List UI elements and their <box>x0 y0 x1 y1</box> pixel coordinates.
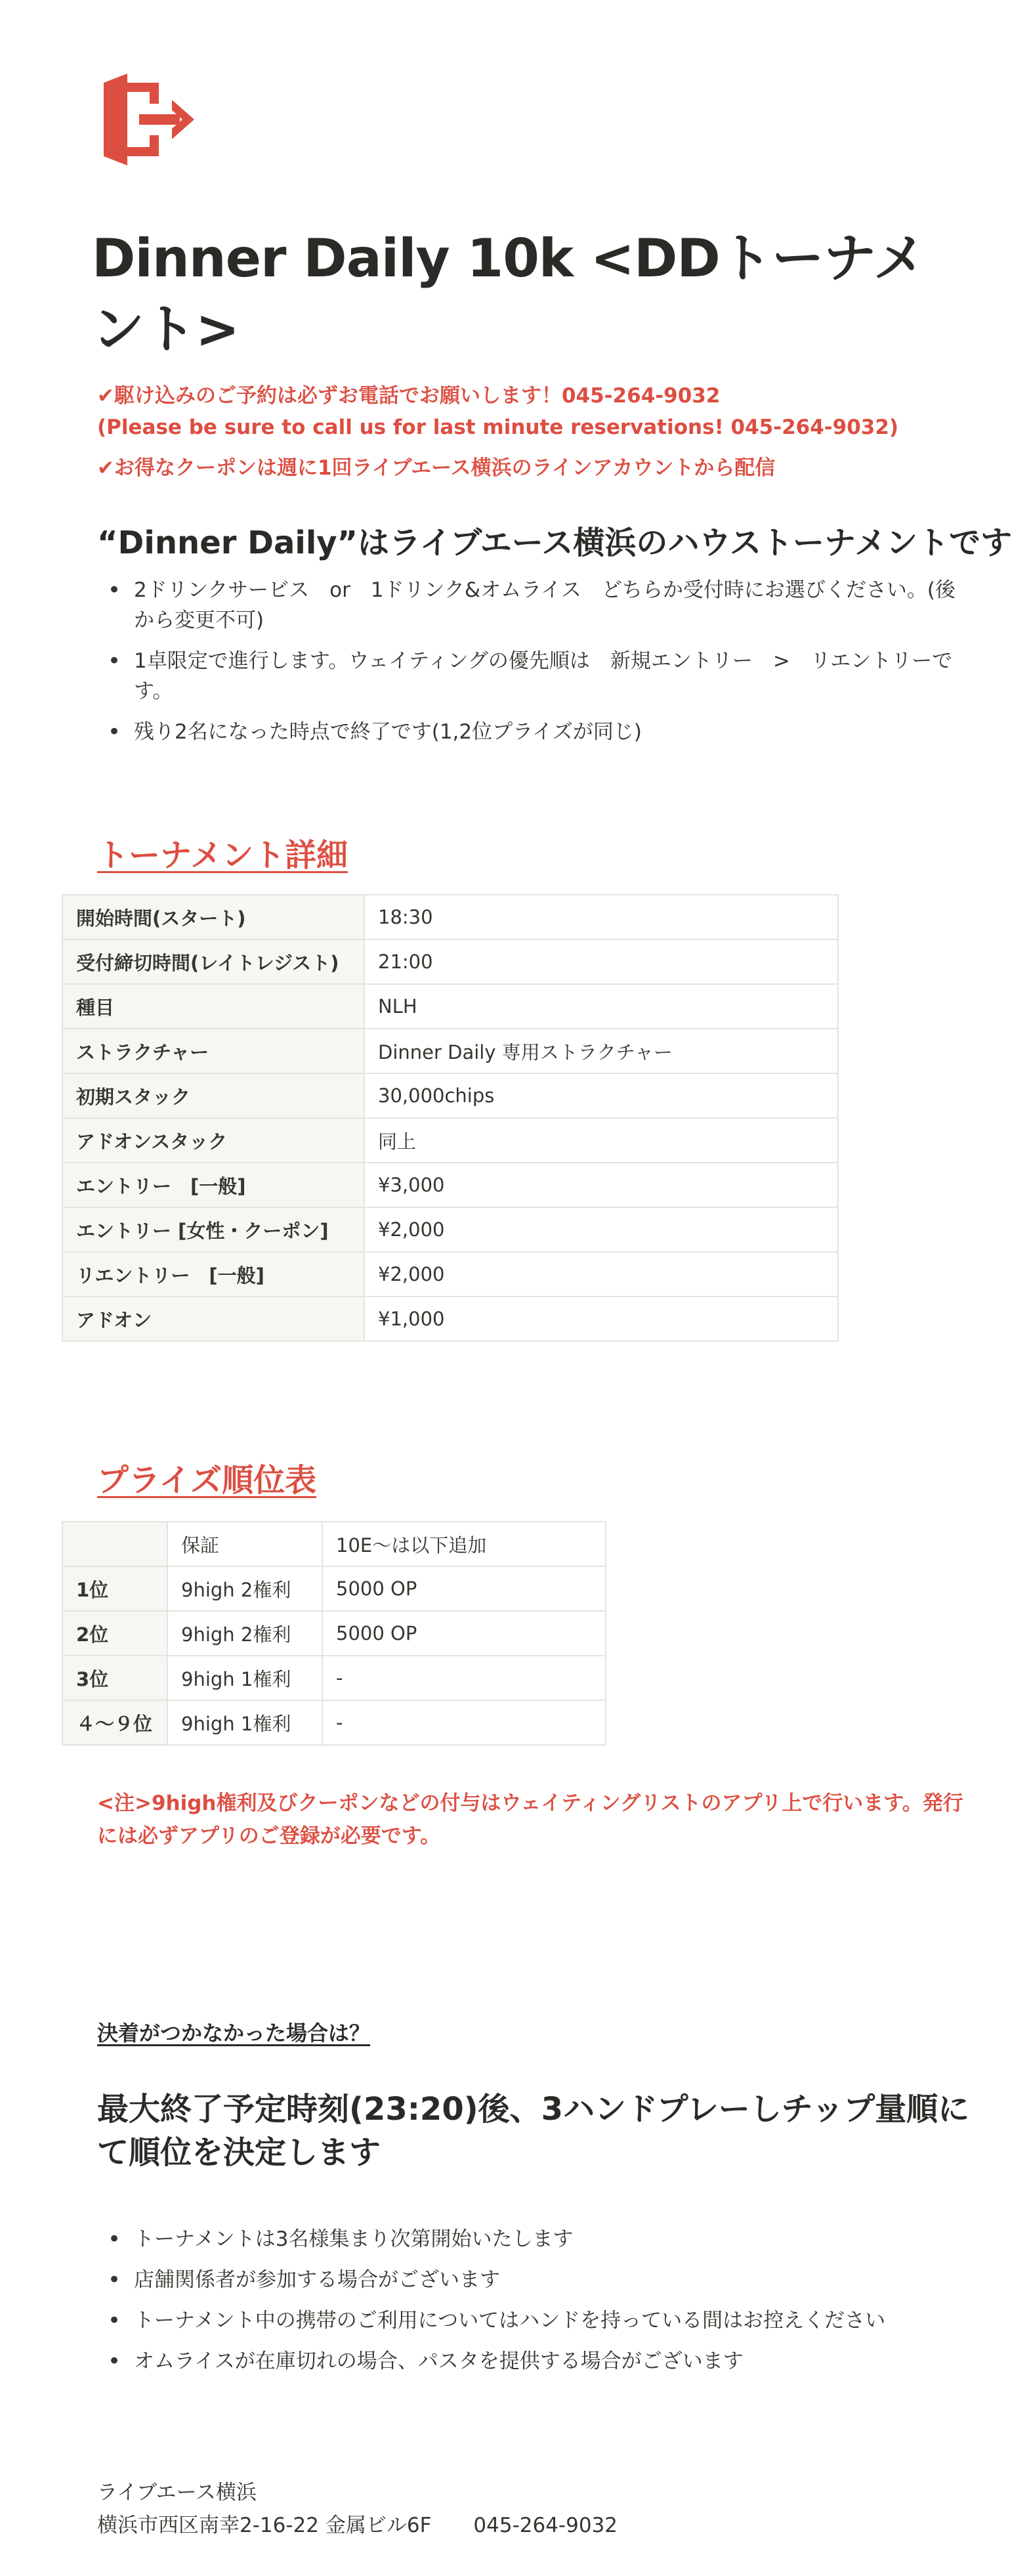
store-name: ライブエース横浜 <box>97 2481 257 2504</box>
prize-rank-header <box>62 1522 167 1566</box>
undecided-heading: 決着がつかなかった場合は？ <box>97 2021 371 2046</box>
table-row <box>62 1073 838 1118</box>
page-title: Dinner Daily 10k <DDトーナメント> <box>92 228 925 360</box>
prize-guarantee-header: 保証 <box>167 1522 322 1566</box>
detail-key: 種目 <box>62 984 364 1029</box>
table-row <box>62 1252 838 1297</box>
detail-key: アドオン <box>62 1297 364 1341</box>
table-row <box>62 984 838 1029</box>
table-row <box>62 1029 838 1073</box>
list-item: • 店舗関係者が参加する場合がございます <box>97 2265 970 2295</box>
house-bullet-list <box>97 575 970 758</box>
list-item: • オムライスが在庫切れの場合、パスタを提供する場合がございます <box>97 2346 970 2376</box>
detail-key: アドオンスタック <box>62 1118 364 1163</box>
prize-guarantee: 9high 2権利 <box>167 1611 322 1656</box>
list-item: • 2ドリンクサービス or 1ドリンク&オムライス どちらか受付時にお選びください。(後から変更不可) <box>97 575 970 635</box>
prize-extra: 5000 OP <box>322 1611 606 1656</box>
undecided-rule-text: 最大終了予定時刻(23:20)後、3ハンドプレーしチップ量順にて順位を決定します <box>97 2091 970 2171</box>
detail-value: ¥2,000 <box>364 1252 838 1297</box>
prize-ranking-heading: プライズ順位表 <box>97 1462 317 1499</box>
reservation-notice: ✔駆け込みのご予約は必ずお電話でお願いします！045-264-9032 <box>97 384 721 408</box>
prize-ranking-table <box>62 1521 606 1746</box>
store-phone: 045-264-9032 <box>473 2514 618 2537</box>
prize-guarantee: 9high 1権利 <box>167 1700 322 1745</box>
house-tournament-heading: “Dinner Daily”はライブエース横浜のハウストーナメントです <box>97 525 1013 561</box>
list-item: • トーナメントは3名様集まり次第開始いたします <box>97 2224 970 2254</box>
prize-guarantee: 9high 1権利 <box>167 1656 322 1700</box>
detail-value: ¥1,000 <box>364 1297 838 1341</box>
coupon-notice: ✔お得なクーポンは週に1回ライブエース横浜のラインアカウントから配信 <box>97 456 776 480</box>
prize-rank: 2位 <box>62 1611 167 1656</box>
table-row <box>62 1163 838 1207</box>
list-item: • トーナメント中の携帯のご利用についてはハンドを持っている間はお控えください <box>97 2306 970 2336</box>
detail-value: 同上 <box>364 1118 838 1163</box>
detail-value: 18:30 <box>364 895 838 939</box>
list-item: • 残り2名になった時点で終了です(1,2位プライズが同じ) <box>97 717 970 747</box>
tournament-details-heading: トーナメント詳細 <box>97 837 348 874</box>
prize-rank: 1位 <box>62 1566 167 1611</box>
detail-key: 受付締切時間(レイトレジスト) <box>62 939 364 984</box>
detail-key: 開始時間(スタート) <box>62 895 364 939</box>
prize-extra: 5000 OP <box>322 1566 606 1611</box>
table-row <box>62 1566 606 1611</box>
prize-extra: - <box>322 1656 606 1700</box>
prize-rank: 3位 <box>62 1656 167 1700</box>
store-address: 横浜市西区南幸2-16-22 金属ビル6F <box>97 2514 432 2537</box>
tournament-details-table <box>62 894 839 1342</box>
detail-value: ¥3,000 <box>364 1163 838 1207</box>
prize-note: <注>9high権利及びクーポンなどの付与はウェイティングリストのアプリ上で行います。発行には必ずアプリのご登録が必要です。 <box>97 1792 963 1848</box>
table-header-row <box>62 1522 606 1566</box>
prize-rank: ４～９位 <box>62 1700 167 1745</box>
prize-guarantee: 9high 2権利 <box>167 1566 322 1611</box>
prize-extra-header: 10E～は以下追加 <box>322 1522 606 1566</box>
table-row <box>62 895 838 939</box>
exit-door-arrow-icon <box>98 74 203 165</box>
table-row <box>62 1611 606 1656</box>
rules-bullet-list <box>97 2224 970 2387</box>
detail-key: リエントリー [一般] <box>62 1252 364 1297</box>
table-row <box>62 1297 838 1341</box>
list-item: • 1卓限定で進行します。ウェイティングの優先順は 新規エントリー > リエントリーです。 <box>97 646 970 706</box>
store-footer <box>97 2476 618 2542</box>
detail-value: 21:00 <box>364 939 838 984</box>
detail-value: ¥2,000 <box>364 1207 838 1252</box>
detail-key: 初期スタック <box>62 1073 364 1118</box>
detail-key: エントリー [女性・クーポン] <box>62 1207 364 1252</box>
detail-value: Dinner Daily 専用ストラクチャー <box>364 1029 838 1073</box>
table-row <box>62 1118 838 1163</box>
detail-key: エントリー [一般] <box>62 1163 364 1207</box>
table-row <box>62 939 838 984</box>
table-row <box>62 1700 606 1745</box>
detail-value: 30,000chips <box>364 1073 838 1118</box>
prize-extra: - <box>322 1700 606 1745</box>
table-row <box>62 1656 606 1700</box>
detail-key: ストラクチャー <box>62 1029 364 1073</box>
detail-value: NLH <box>364 984 838 1029</box>
table-row <box>62 1207 838 1252</box>
store-address-line <box>97 2509 618 2542</box>
reservation-notice-english: (Please be sure to call us for last minute reservations! 045-264-9032) <box>97 416 899 439</box>
